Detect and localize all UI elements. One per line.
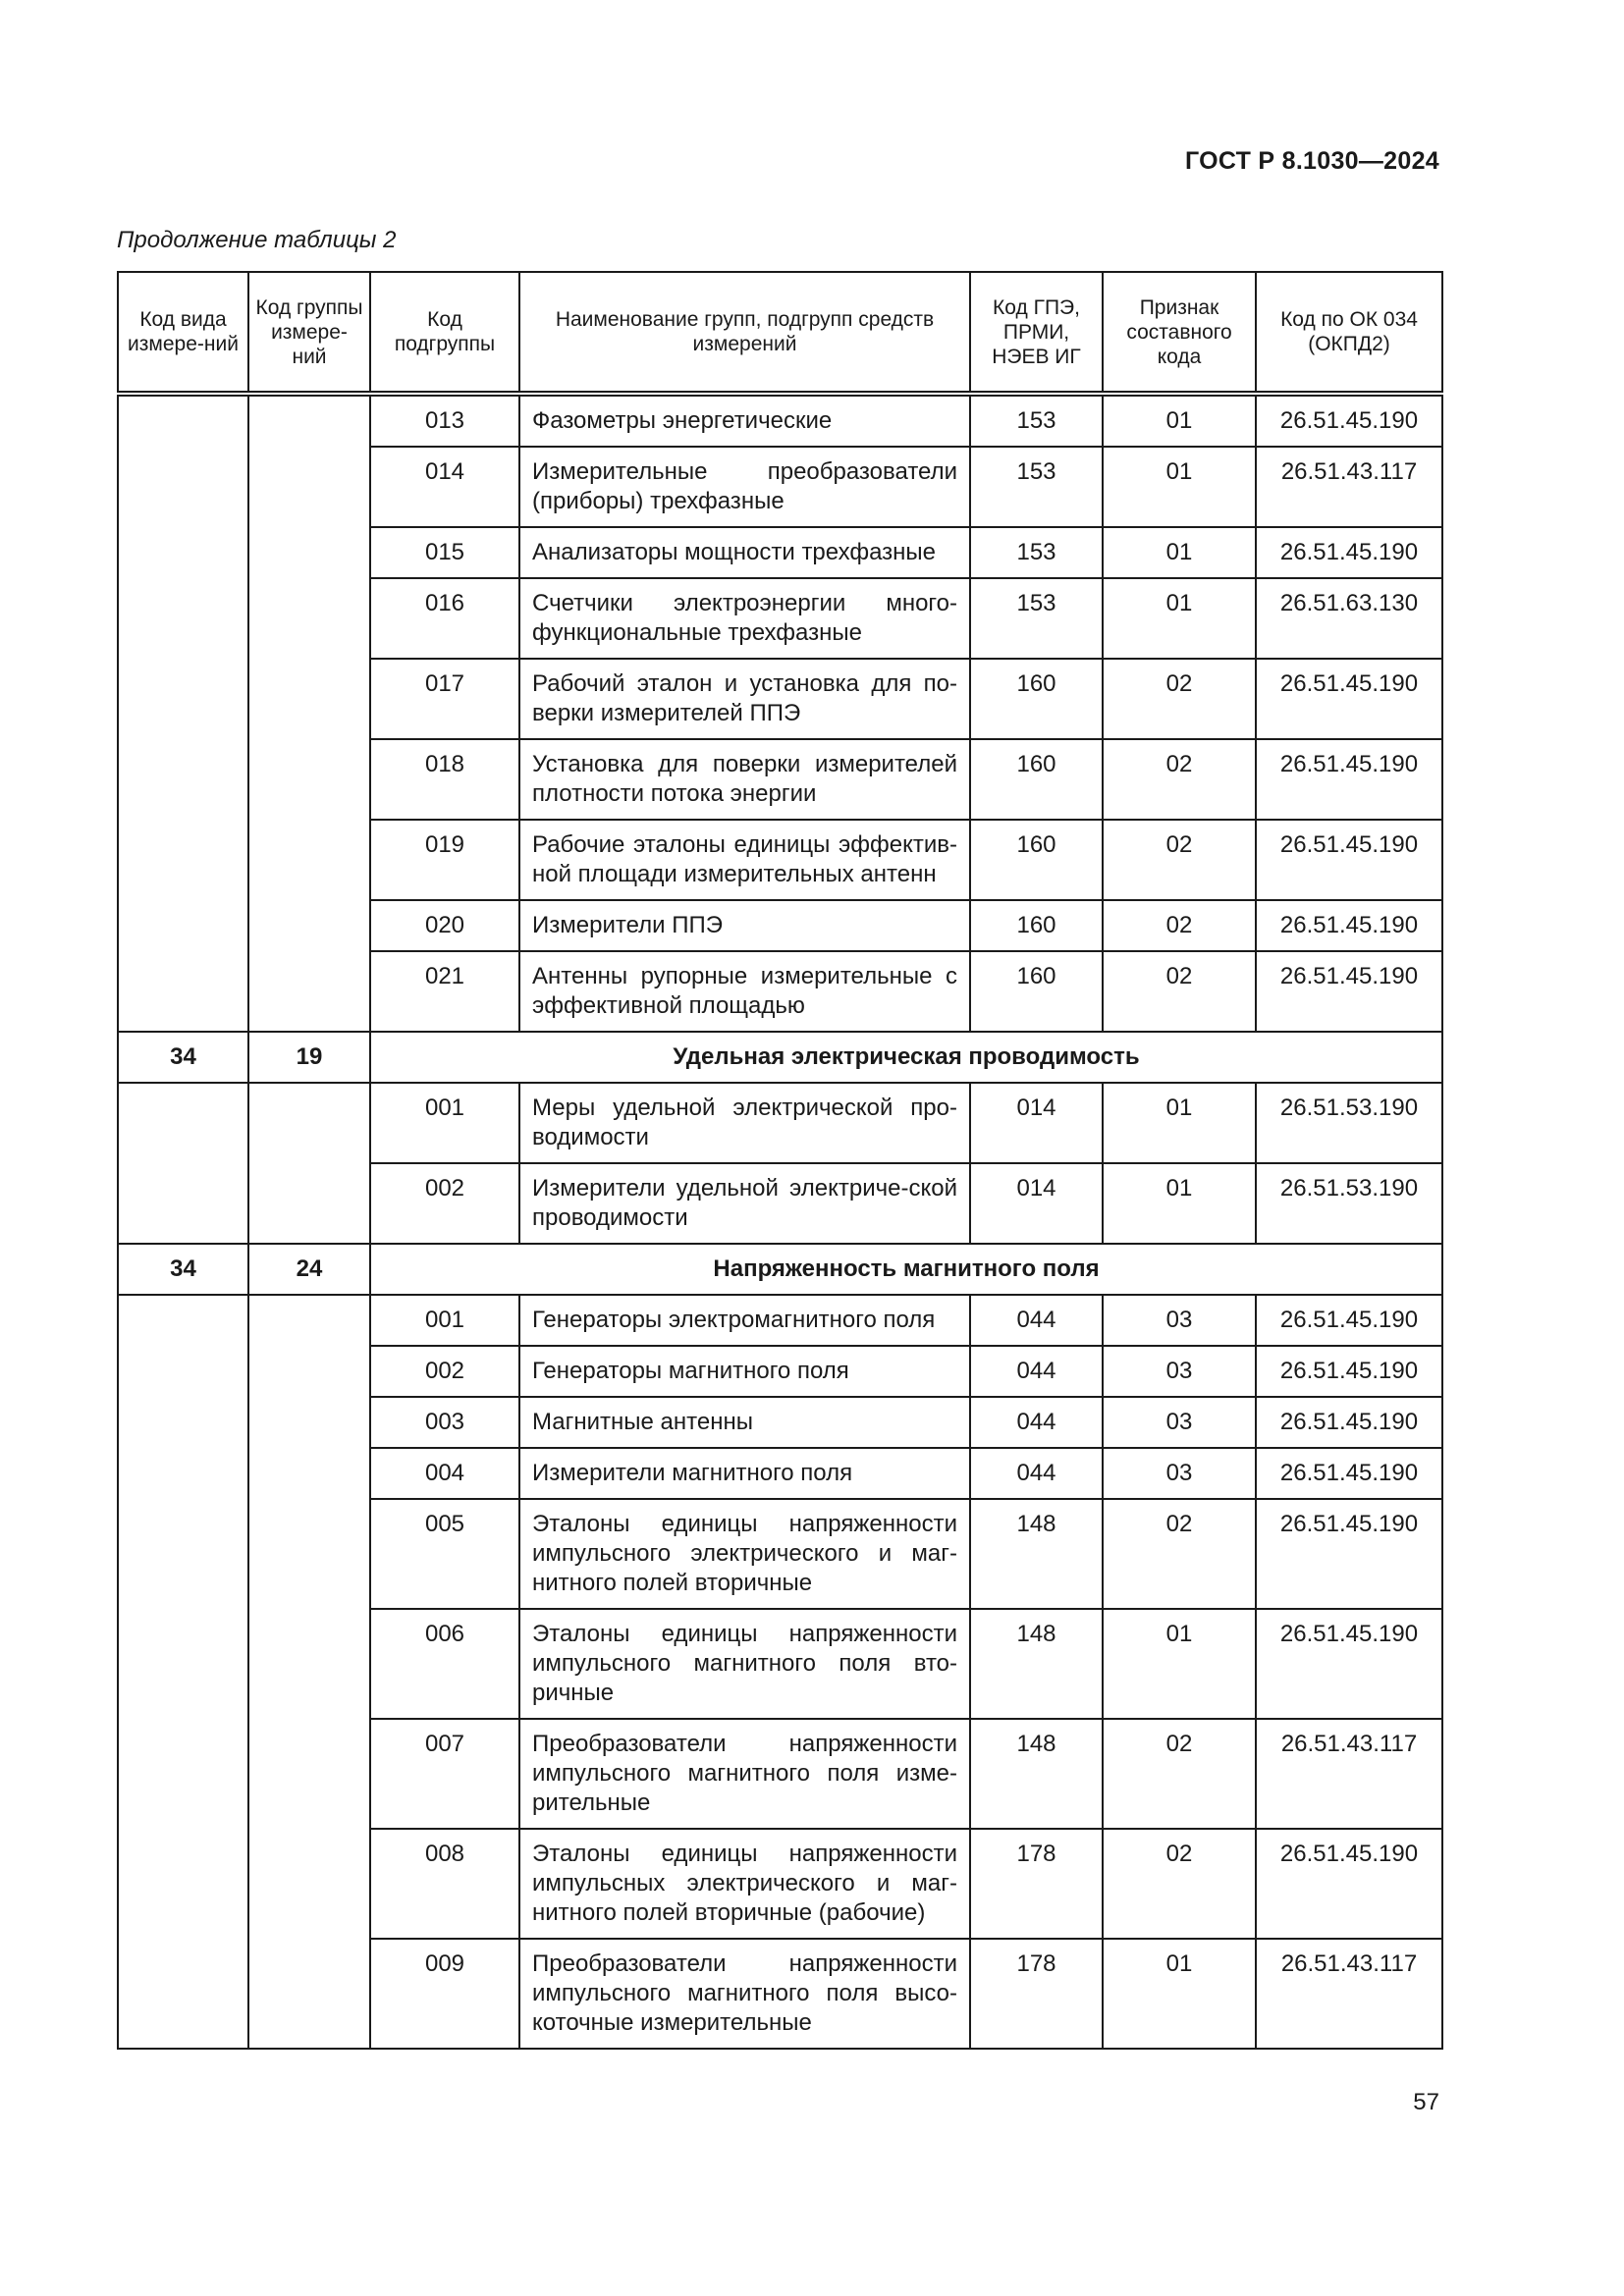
gpe-cell: 153: [970, 394, 1103, 447]
group-code-cell-empty: [248, 394, 370, 1032]
okpd2-cell: 26.51.53.190: [1256, 1163, 1442, 1244]
gpe-cell: 014: [970, 1083, 1103, 1163]
okpd2-cell: 26.51.45.190: [1256, 1397, 1442, 1448]
kind-code-cell-empty: [118, 1295, 248, 2049]
name-cell: Рабочие эталоны единицы эффектив-ной площади измерительных антенн: [519, 820, 970, 900]
okpd2-cell: 26.51.45.190: [1256, 900, 1442, 951]
section-row: [118, 1244, 1442, 1295]
subgroup-cell: 002: [370, 1346, 519, 1397]
flag-cell: 02: [1103, 1829, 1256, 1939]
flag-cell: 02: [1103, 900, 1256, 951]
gpe-cell: 153: [970, 527, 1103, 578]
name-cell: Измерители магнитного поля: [519, 1448, 970, 1499]
subgroup-cell: 009: [370, 1939, 519, 2049]
table-row: [118, 394, 1442, 447]
subgroup-cell: 002: [370, 1163, 519, 1244]
flag-cell: 02: [1103, 1719, 1256, 1829]
subgroup-cell: 003: [370, 1397, 519, 1448]
header-gpe-code: Код ГПЭ, ПРМИ, НЭЕВ ИГ: [970, 272, 1103, 394]
table-header-row: [118, 272, 1442, 394]
subgroup-cell: 008: [370, 1829, 519, 1939]
section-kind-code: 34: [118, 1032, 248, 1083]
subgroup-cell: 005: [370, 1499, 519, 1609]
gpe-cell: 153: [970, 578, 1103, 659]
section-row: [118, 1032, 1442, 1083]
flag-cell: 02: [1103, 951, 1256, 1032]
gpe-cell: 160: [970, 820, 1103, 900]
subgroup-cell: 016: [370, 578, 519, 659]
table-row: [118, 1083, 1442, 1163]
kind-code-cell-empty: [118, 394, 248, 1032]
gpe-cell: 044: [970, 1295, 1103, 1346]
subgroup-cell: 001: [370, 1083, 519, 1163]
gpe-cell: 153: [970, 447, 1103, 527]
subgroup-cell: 001: [370, 1295, 519, 1346]
flag-cell: 01: [1103, 1939, 1256, 2049]
gpe-cell: 148: [970, 1609, 1103, 1719]
okpd2-cell: 26.51.45.190: [1256, 1346, 1442, 1397]
page-number: 57: [1413, 2089, 1439, 2115]
name-cell: Измерители ППЭ: [519, 900, 970, 951]
name-cell: Магнитные антенны: [519, 1397, 970, 1448]
name-cell: Рабочий эталон и установка для по-верки измерителей ППЭ: [519, 659, 970, 739]
header-composite-flag: Признак составного кода: [1103, 272, 1256, 394]
okpd2-cell: 26.51.45.190: [1256, 1295, 1442, 1346]
gpe-cell: 178: [970, 1829, 1103, 1939]
section-title: Удельная электрическая проводимость: [370, 1032, 1442, 1083]
section-group-code: 24: [248, 1244, 370, 1295]
flag-cell: 01: [1103, 447, 1256, 527]
header-group-code: Код группы измере-ний: [248, 272, 370, 394]
table-caption: Продолжение таблицы 2: [117, 227, 397, 253]
header-kind-code: Код вида измере-ний: [118, 272, 248, 394]
name-cell: Преобразователи напряженности импульсного магнитного поля высо-коточные измерительные: [519, 1939, 970, 2049]
flag-cell: 01: [1103, 1163, 1256, 1244]
subgroup-cell: 004: [370, 1448, 519, 1499]
flag-cell: 01: [1103, 394, 1256, 447]
document-code: ГОСТ Р 8.1030—2024: [1184, 147, 1439, 175]
gpe-cell: 178: [970, 1939, 1103, 2049]
okpd2-cell: 26.51.53.190: [1256, 1083, 1442, 1163]
subgroup-cell: 007: [370, 1719, 519, 1829]
subgroup-cell: 014: [370, 447, 519, 527]
header-subgroup-code: Код подгруппы: [370, 272, 519, 394]
subgroup-cell: 021: [370, 951, 519, 1032]
okpd2-cell: 26.51.43.117: [1256, 1719, 1442, 1829]
name-cell: Фазометры энергетические: [519, 394, 970, 447]
flag-cell: 01: [1103, 578, 1256, 659]
kind-code-cell-empty: [118, 1083, 248, 1244]
okpd2-cell: 26.51.63.130: [1256, 578, 1442, 659]
flag-cell: 03: [1103, 1397, 1256, 1448]
flag-cell: 03: [1103, 1295, 1256, 1346]
gpe-cell: 044: [970, 1448, 1103, 1499]
subgroup-cell: 018: [370, 739, 519, 820]
okpd2-cell: 26.51.45.190: [1256, 1499, 1442, 1609]
gpe-cell: 148: [970, 1719, 1103, 1829]
subgroup-cell: 019: [370, 820, 519, 900]
flag-cell: 02: [1103, 1499, 1256, 1609]
gpe-cell: 014: [970, 1163, 1103, 1244]
okpd2-cell: 26.51.45.190: [1256, 659, 1442, 739]
okpd2-cell: 26.51.45.190: [1256, 527, 1442, 578]
gpe-cell: 160: [970, 951, 1103, 1032]
name-cell: Измерители удельной электриче-ской проводимости: [519, 1163, 970, 1244]
name-cell: Эталоны единицы напряженности импульсных электрического и маг-нитного полей вторичные (рабочие): [519, 1829, 970, 1939]
flag-cell: 02: [1103, 739, 1256, 820]
okpd2-cell: 26.51.45.190: [1256, 1829, 1442, 1939]
header-okpd2-code: Код по ОК 034 (ОКПД2): [1256, 272, 1442, 394]
okpd2-cell: 26.51.43.117: [1256, 1939, 1442, 2049]
gpe-cell: 160: [970, 739, 1103, 820]
okpd2-cell: 26.51.45.190: [1256, 820, 1442, 900]
subgroup-cell: 020: [370, 900, 519, 951]
flag-cell: 01: [1103, 1083, 1256, 1163]
flag-cell: 01: [1103, 1609, 1256, 1719]
subgroup-cell: 017: [370, 659, 519, 739]
subgroup-cell: 013: [370, 394, 519, 447]
section-kind-code: 34: [118, 1244, 248, 1295]
gpe-cell: 044: [970, 1346, 1103, 1397]
name-cell: Эталоны единицы напряженности импульсного магнитного поля вто-ричные: [519, 1609, 970, 1719]
gpe-cell: 044: [970, 1397, 1103, 1448]
table-row: [118, 1295, 1442, 1346]
name-cell: Преобразователи напряженности импульсного магнитного поля изме-рительные: [519, 1719, 970, 1829]
name-cell: Установка для поверки измерителей плотности потока энергии: [519, 739, 970, 820]
okpd2-cell: 26.51.45.190: [1256, 394, 1442, 447]
gpe-cell: 148: [970, 1499, 1103, 1609]
flag-cell: 03: [1103, 1448, 1256, 1499]
okpd2-cell: 26.51.45.190: [1256, 1609, 1442, 1719]
flag-cell: 01: [1103, 527, 1256, 578]
classification-table: [117, 271, 1443, 2050]
name-cell: Генераторы магнитного поля: [519, 1346, 970, 1397]
flag-cell: 02: [1103, 820, 1256, 900]
name-cell: Анализаторы мощности трехфазные: [519, 527, 970, 578]
name-cell: Измерительные преобразователи (приборы) трехфазные: [519, 447, 970, 527]
name-cell: Меры удельной электрической про-водимости: [519, 1083, 970, 1163]
subgroup-cell: 015: [370, 527, 519, 578]
section-title: Напряженность магнитного поля: [370, 1244, 1442, 1295]
gpe-cell: 160: [970, 900, 1103, 951]
name-cell: Эталоны единицы напряженности импульсного электрического и маг-нитного полей вторичные: [519, 1499, 970, 1609]
okpd2-cell: 26.51.45.190: [1256, 739, 1442, 820]
name-cell: Счетчики электроэнергии много-функциональные трехфазные: [519, 578, 970, 659]
gpe-cell: 160: [970, 659, 1103, 739]
okpd2-cell: 26.51.45.190: [1256, 1448, 1442, 1499]
subgroup-cell: 006: [370, 1609, 519, 1719]
okpd2-cell: 26.51.43.117: [1256, 447, 1442, 527]
flag-cell: 03: [1103, 1346, 1256, 1397]
section-group-code: 19: [248, 1032, 370, 1083]
group-code-cell-empty: [248, 1083, 370, 1244]
okpd2-cell: 26.51.45.190: [1256, 951, 1442, 1032]
name-cell: Антенны рупорные измерительные с эффективной площадью: [519, 951, 970, 1032]
flag-cell: 02: [1103, 659, 1256, 739]
group-code-cell-empty: [248, 1295, 370, 2049]
name-cell: Генераторы электромагнитного поля: [519, 1295, 970, 1346]
header-name: Наименование групп, подгрупп средств измерений: [519, 272, 970, 394]
